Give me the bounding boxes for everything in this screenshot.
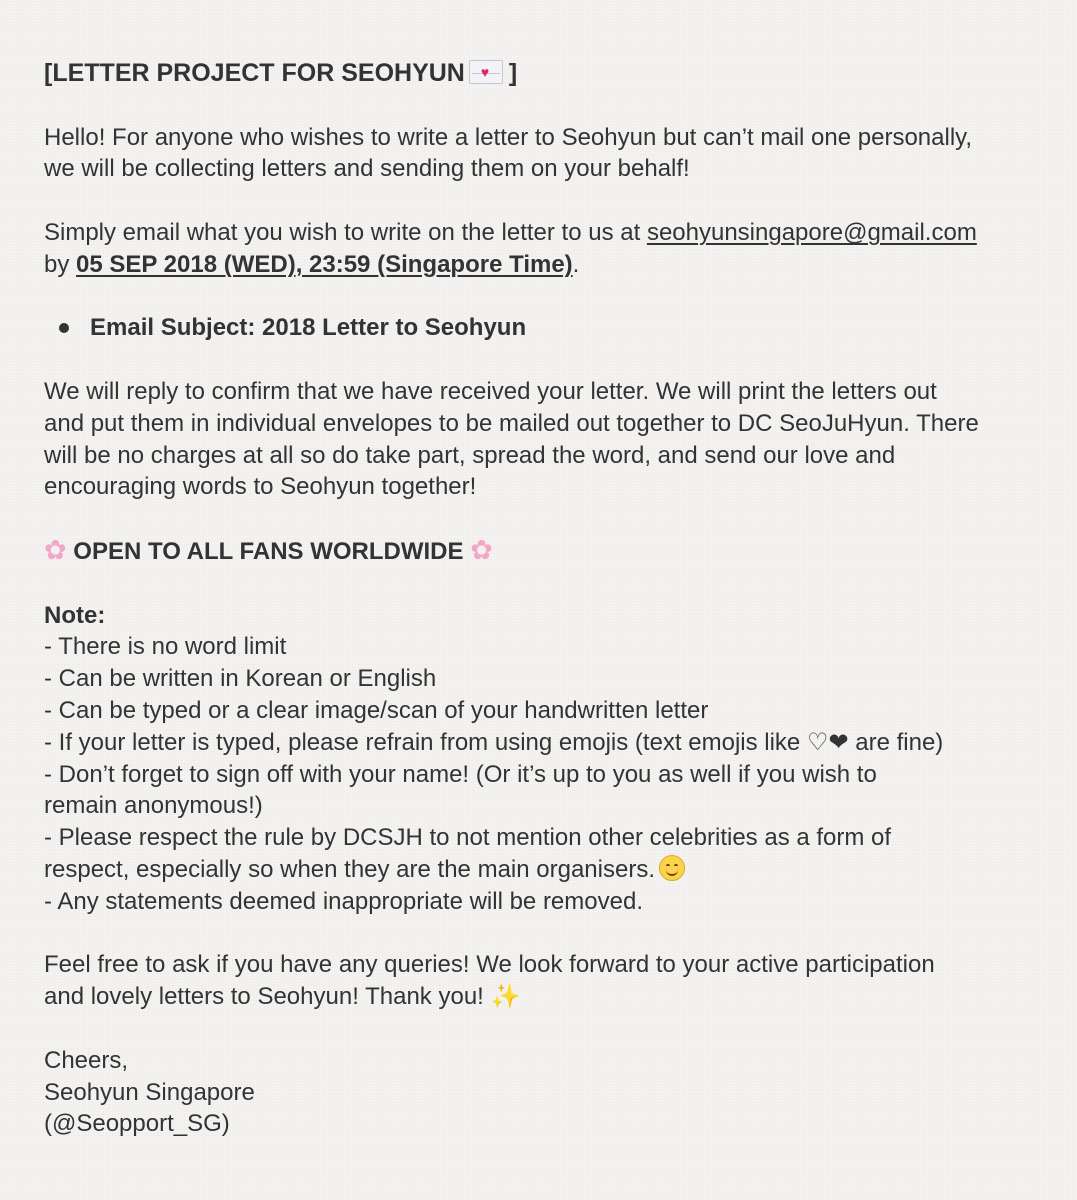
details-paragraph [44,376,1044,503]
note-list [44,631,1044,917]
details-line: will be no charges at all so do take part, spread the word, and send our love and [44,441,896,469]
open-to-all-text: OPEN TO ALL FANS WORLDWIDE [73,537,464,565]
submission-by: by [44,250,70,278]
signature-name: Seohyun Singapore [44,1078,255,1106]
closing-line-1: Feel free to ask if you have any queries! We look forward to your active participation [44,951,935,979]
bullet-dot-icon [59,323,69,333]
title-text: [LETTER PROJECT FOR SEOHYUN [44,59,465,87]
open-to-all-heading [44,535,1044,568]
intro-paragraph [44,122,1044,186]
intro-line-1: Hello! For anyone who wishes to write a letter to Seohyun but can’t mail one personally, [44,123,973,151]
submission-paragraph [44,217,1044,281]
list-item [44,312,1044,344]
page-title [44,58,1044,90]
details-line: and put them in individual envelopes to be mailed out together to DC SeoJuHyun. There [44,409,979,437]
title-close-bracket: ] [508,59,518,87]
details-line: We will reply to confirm that we have received your letter. We will print the letters out [44,377,937,405]
intro-line-2: we will be collecting letters and sending them on your behalf! [44,155,690,183]
signoff: Cheers, [44,1046,129,1074]
note-line: - There is no word limit [44,633,287,661]
signature-handle: (@Seopport_SG) [44,1110,230,1138]
sparkles-icon: ✨ [490,982,521,1011]
note-heading: Note: [44,601,106,629]
cherry-blossom-icon: ✿ [44,534,67,566]
submission-prefix: Simply email what you wish to write on the letter to us at [44,218,641,246]
note-line: - Don’t forget to sign off with your name! (Or it’s up to you as well if you wish to [44,760,877,788]
closing-paragraph [44,949,1044,1013]
email-subject-text: Email Subject: 2018 Letter to Seohyun [90,314,527,342]
submission-period: . [572,250,580,278]
cherry-blossom-icon: ✿ [470,534,493,566]
note-line: - Can be written in Korean or English [44,665,437,693]
note-line: respect, especially so when they are the main organisers. [44,855,655,883]
love-letter-icon: ♥ [469,60,503,84]
note-line: remain anonymous!) [44,792,263,820]
details-line: encouraging words to Seohyun together! [44,473,477,501]
email-link[interactable]: seohyunsingapore@gmail.com [646,218,977,246]
note-line: - Any statements deemed inappropriate will be removed. [44,887,643,915]
closing-line-2: and lovely letters to Seohyun! Thank you! [44,983,484,1011]
letter-document [44,58,1044,1140]
note-line: - Please respect the rule by DCSJH to not mention other celebrities as a form of [44,824,892,852]
note-line: - If your letter is typed, please refrain from using emojis (text emojis like ♡❤ are fine) [44,728,944,756]
smiling-face-icon [659,855,685,881]
signature-block [44,1045,1044,1140]
note-line: - Can be typed or a clear image/scan of your handwritten letter [44,696,709,724]
deadline-text: 05 SEP 2018 (WED), 23:59 (Singapore Time) [76,250,573,278]
